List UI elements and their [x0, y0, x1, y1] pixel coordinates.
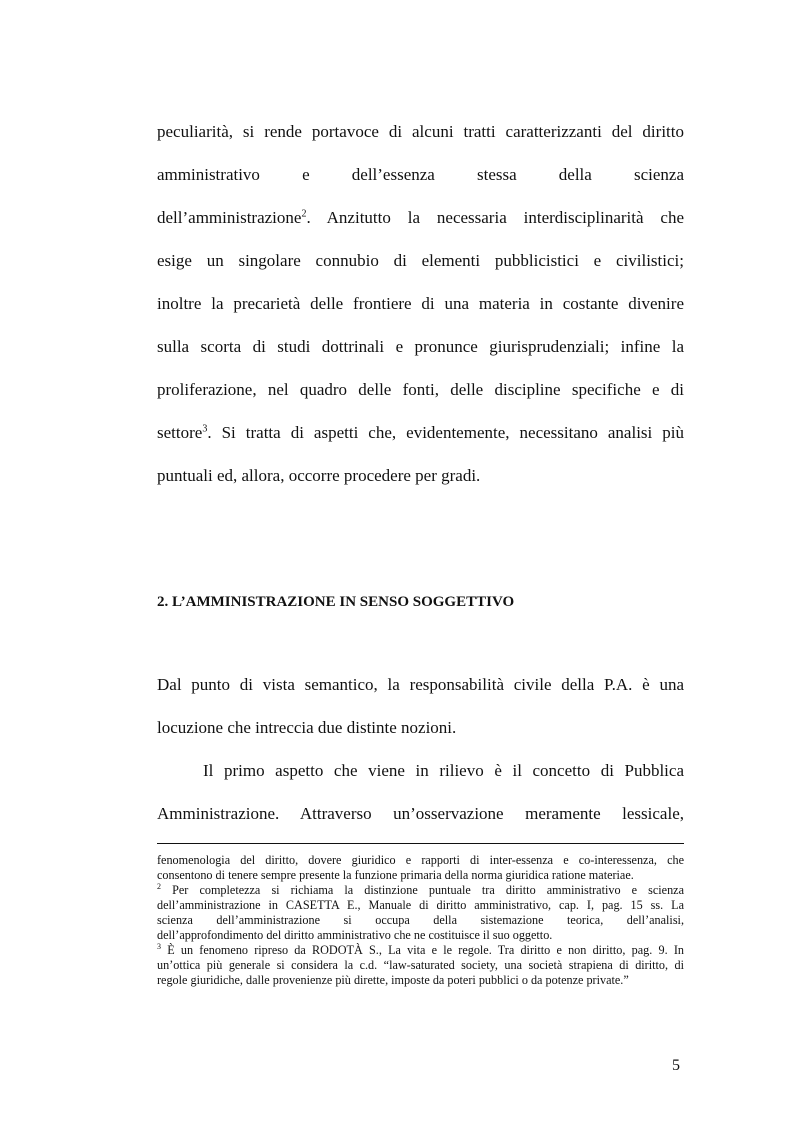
text-line: inoltre la precarietà delle frontiere di una materia in costante divenire — [157, 294, 684, 313]
footnote-ref: 3 — [202, 423, 208, 435]
footnote-separator — [157, 843, 684, 844]
text-line: peculiarità, si rende portavoce di alcuni tratti caratterizzanti del diritto — [157, 122, 684, 141]
footnote-line: dell’amministrazione in CASETTA E., Manuale di diritto amministrativo, cap. I, pag. 15 ss. La — [157, 898, 684, 912]
footnote-mark: 3 — [157, 941, 161, 951]
footnote-line: consentono di tenere sempre presente la funzione primaria della norma giuridica ratione materiae. — [157, 868, 634, 882]
text-line: settore$^3$. Si tratta di aspetti che, evidentemente, necessitano analisi più — [157, 423, 684, 442]
footnote-mark: 2 — [157, 881, 161, 891]
text-line: Dal punto di vista semantico, la responsabilità civile della P.A. è una — [157, 675, 684, 694]
text-line: sulla scorta di studi dottrinali e pronunce giurisprudenziali; infine la — [157, 337, 684, 356]
footnote-ref: 2 — [301, 208, 307, 220]
text-line: proliferazione, nel quadro delle fonti, delle discipline specifiche e di — [157, 380, 684, 399]
text-line: Il primo aspetto che viene in rilievo è il concetto di Pubblica — [203, 761, 684, 780]
text-line: dell’amministrazione$^2$. Anzitutto la necessaria interdisciplinarità che — [157, 208, 684, 227]
text-line: esige un singolare connubio di elementi pubblicistici e civilistici; — [157, 251, 684, 270]
text-line: amministrativo e dell’essenza stessa della scienza — [157, 165, 684, 184]
section-heading: 2. L’AMMINISTRAZIONE IN SENSO SOGGETTIVO — [157, 594, 515, 610]
footnote-line: scienza dell’amministrazione si occupa della sistemazione teorica, dell’analisi, — [157, 913, 684, 927]
footnote-line: $^3$ È un fenomeno ripreso da RODOTÀ S., La vita e le regole. Tra diritto e non diritto, pag. 9. In — [157, 941, 684, 957]
text-line: locuzione che intreccia due distinte nozioni. — [157, 718, 457, 737]
footnote-line: un’ottica più generale si considera la c.d. “law-saturated society, una società strapiena di diritto, di — [157, 958, 684, 972]
page-number: 5 — [672, 1057, 680, 1074]
text-line: puntuali ed, allora, occorre procedere per gradi. — [157, 466, 481, 485]
footnote-line: fenomenologia del diritto, dovere giuridico e rapporti di inter-essenza e co-interessenza, che — [157, 853, 684, 867]
footnote-line: regole giuridiche, dalle provenienze più dirette, imposte da poteri pubblici o da potenze private.” — [157, 973, 629, 987]
footnote-line: $^2$ Per completezza si richiama la distinzione puntuale tra diritto amministrativo e scienza — [157, 881, 685, 897]
footnote-line: dell’approfondimento del diritto amministrativo che ne costituisce il suo oggetto. — [157, 928, 553, 942]
text-line: Amministrazione. Attraverso un’osservazione meramente lessicale, — [157, 804, 684, 823]
